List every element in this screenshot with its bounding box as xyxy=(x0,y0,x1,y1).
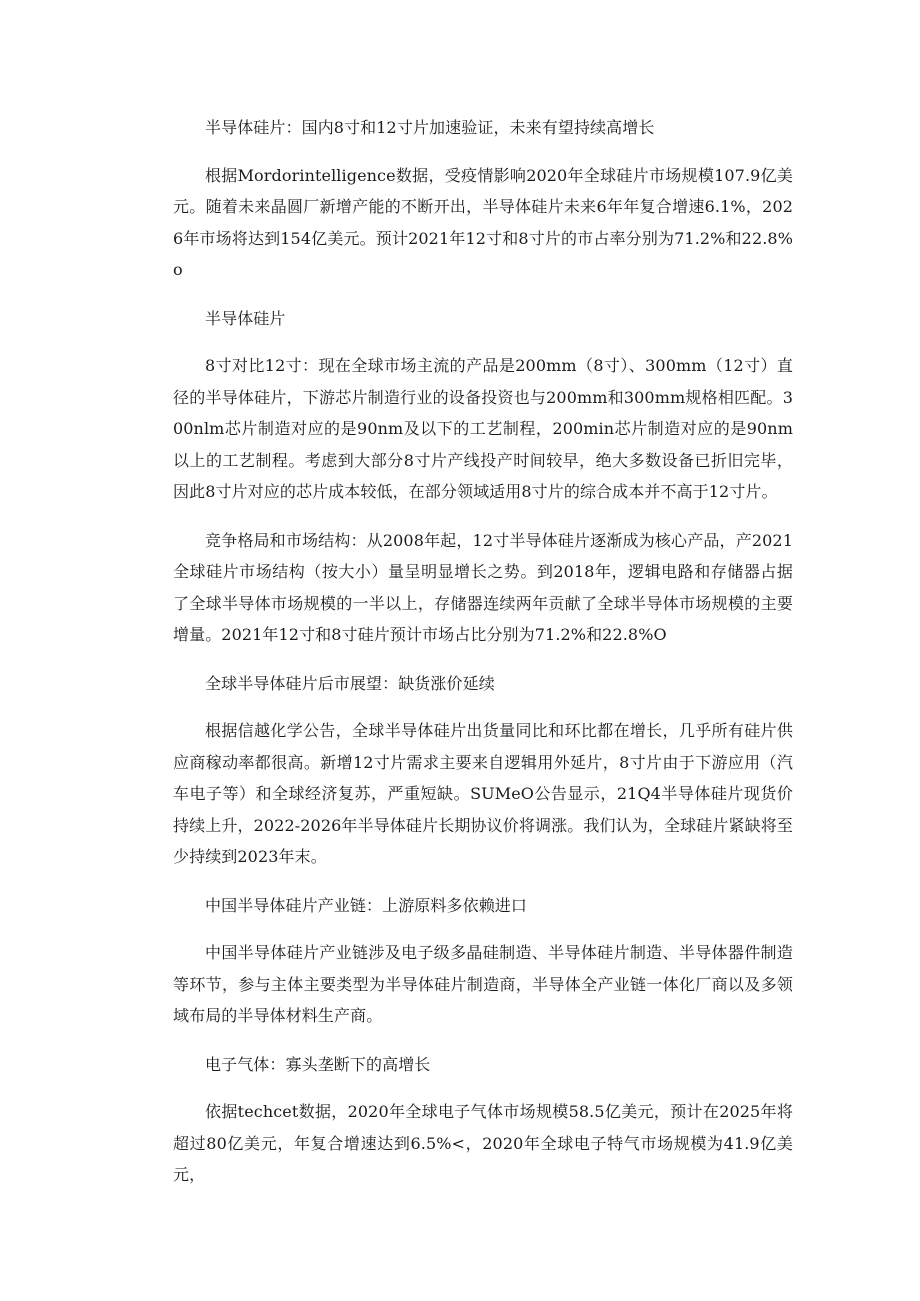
paragraph-market-size: 根据Mordorintelligence数据，受疫情影响2020年全球硅片市场规模107.9亿美元。随着未来晶圆厂新增产能的不断开出，半导体硅片未来6年年复合增速6.1%，2026年市场将达到154亿美元。预计2021年12寸和8寸片的市占率分别为71.2%和22.8%o xyxy=(173,165,793,279)
section-heading-electronic-gas: 电子气体：寡头垄断下的高增长 xyxy=(205,1054,431,1074)
paragraph-8inch-vs-12inch: 8寸对比12寸：现在全球市场主流的产品是200mm（8寸）、300mm（12寸）直径的半导体硅片，下游芯片制造行业的设备投资也与200mm和300mm规格相匹配。300nlm芯片制造对应的是90nm及以下的工艺制程，200min芯片制造对应的是90nm以上的工艺制程。考虑到大部分8寸片产线投产时间较早，绝大多数设备已折旧完毕，因此8寸片对应的芯片成本较低，在部分领域适用8寸片的综合成本并不高于12寸片。 xyxy=(173,356,793,501)
document-body xyxy=(173,112,793,1208)
paragraph-industry-chain: 中国半导体硅片产业链涉及电子级多晶硅制造、半导体硅片制造、半导体器件制造等环节，参与主体主要类型为半导体硅片制造商，半导体全产业链一体化厂商以及多领域布局的半导体材料生产商。 xyxy=(173,943,793,1025)
paragraph-competition: 竞争格局和市场结构：从2008年起，12寸半导体硅片逐渐成为核心产品，产2021全球硅片市场结构（按大小）量呈明显增长之势。到2018年，逻辑电路和存储器占据了全球半导体市场规模的一半以上，存储器连续两年贡献了全球半导体市场规模的主要增量。2021年12寸和8寸硅片预计市场占比分别为71.2%和22.8%O xyxy=(173,530,793,644)
paragraph-electronic-gas: 依据techcet数据，2020年全球电子气体市场规模58.5亿美元，预计在2025年将超过80亿美元，年复合增速达到6.5%<，2020年全球电子特气市场规模为41.9亿美元， xyxy=(173,1102,793,1184)
section-heading-industry-chain: 中国半导体硅片产业链：上游原料多依赖进口 xyxy=(205,895,528,915)
paragraph-outlook: 根据信越化学公告，全球半导体硅片出货量同比和环比都在增长，几乎所有硅片供应商稼动率都很高。新增12寸片需求主要来自逻辑用外延片，8寸片由于下游应用（汽车电子等）和全球经济复苏，严重短缺。SUMeO公告显示，21Q4半导体硅片现货价持续上升，2022-2026年半导体硅片长期协议价将调涨。我们认为，全球硅片紧缺将至少持续到2023年末。 xyxy=(173,721,793,866)
section-heading-silicon-wafer: 半导体硅片：国内8寸和12寸片加速验证，未来有望持续高增长 xyxy=(205,118,655,137)
section-heading-outlook: 全球半导体硅片后市展望：缺货涨价延续 xyxy=(205,673,495,693)
section-heading-wafer: 半导体硅片 xyxy=(205,308,286,328)
